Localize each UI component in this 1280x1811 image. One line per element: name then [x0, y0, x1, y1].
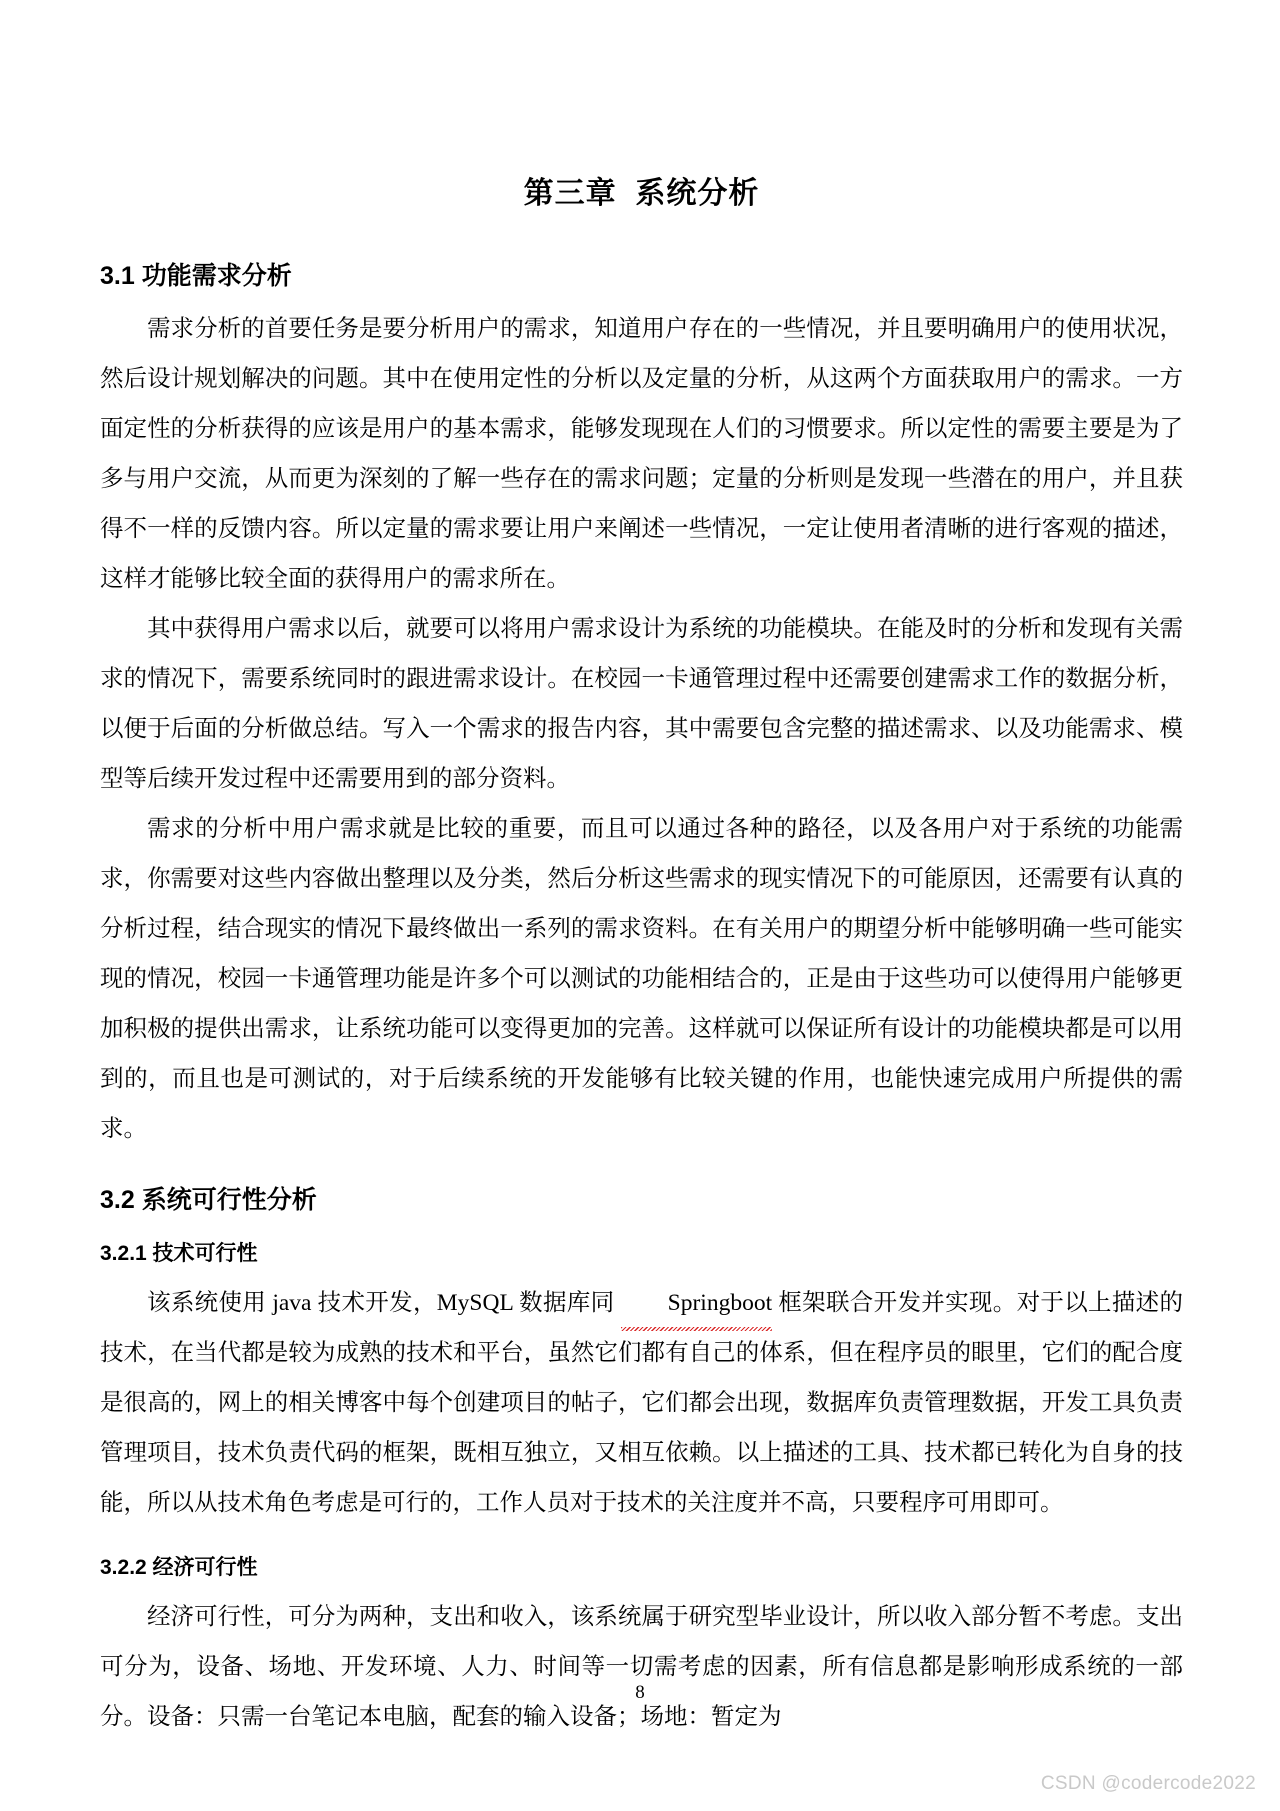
paragraph-3-2-1 [100, 1278, 1183, 1528]
misspelled-word-springboot: Springboot [621, 1278, 772, 1328]
paragraph-3-1-1: 需求分析的首要任务是要分析用户的需求，知道用户存在的一些情况，并且要明确用户的使用状况，然后设计规划解决的问题。其中在使用定性的分析以及定量的分析，从这两个方面获取用户的需求。一方面定性的分析获得的应该是用户的基本需求，能够发现现在人们的习惯要求。所以定性的需要主要是为了多与用户交流，从而更为深刻的了解一些存在的需求问题；定量的分析则是发现一些潜在的用户，并且获得不一样的反馈内容。所以定量的需求要让用户来阐述一些情况，一定让使用者清晰的进行客观的描述，这样才能够比较全面的获得用户的需求所在。 [100, 316, 1183, 592]
heading-3-1: 3.1 功能需求分析 [100, 262, 292, 290]
heading-3-2: 3.2 系统可行性分析 [100, 1186, 317, 1214]
csdn-watermark: CSDN @codercode2022 [1040, 1773, 1256, 1794]
paragraph-3-2-1-text-before: 该系统使用 java 技术开发，MySQL 数据库同 [147, 1290, 621, 1316]
paragraph-3-1-2: 其中获得用户需求以后，就要可以将用户需求设计为系统的功能模块。在能及时的分析和发现有关需求的情况下，需要系统同时的跟进需求设计。在校园一卡通管理过程中还需要创建需求工作的数据分析，以便于后面的分析做总结。写入一个需求的报告内容，其中需要包含完整的描述需求、以及功能需求、模型等后续开发过程中还需要用到的部分资料。 [100, 616, 1183, 792]
heading-3-2-1: 3.2.1 技术可行性 [100, 1242, 258, 1265]
page-number: 8 [635, 1682, 645, 1703]
heading-3-2-2: 3.2.2 经济可行性 [100, 1556, 258, 1579]
paragraph-3-1-3: 需求的分析中用户需求就是比较的重要，而且可以通过各种的路径，以及各用户对于系统的功能需求，你需要对这些内容做出整理以及分类，然后分析这些需求的现实情况下的可能原因，还需要有认真的分析过程，结合现实的情况下最终做出一系列的需求资料。在有关用户的期望分析中能够明确一些可能实现的情况，校园一卡通管理功能是许多个可以测试的功能相结合的，正是由于这些功可以使得用户能够更加积极的提供出需求，让系统功能可以变得更加的完善。这样就可以保证所有设计的功能模块都是可以用到的，而且也是可测试的，对于后续系统的开发能够有比较关键的作用，也能快速完成用户所提供的需求。 [100, 816, 1183, 1142]
paragraph-3-2-2: 经济可行性，可分为两种，支出和收入，该系统属于研究型毕业设计，所以收入部分暂不考虑。支出可分为，设备、场地、开发环境、人力、时间等一切需考虑的因素，所有信息都是影响形成系统的一部分。设备：只需一台笔记本电脑，配套的输入设备；场地：暂定为 [100, 1604, 1183, 1730]
paragraph-3-2-1-text-after: 框架联合开发并实现。对于以上描述的技术，在当代都是较为成熟的技术和平台，虽然它们都有自己的体系，但在程序员的眼里，它们的配合度是很高的，网上的相关博客中每个创建项目的帖子，它们都会出现，数据库负责管理数据，开发工具负责管理项目，技术负责代码的框架，既相互独立，又相互依赖。以上描述的工具、技术都已转化为自身的技能，所以从技术角色考虑是可行的，工作人员对于技术的关注度并不高，只要程序可用即可。 [100, 1290, 1184, 1516]
page-content [100, 0, 1183, 1742]
page-title: 第三章 系统分析 [523, 177, 760, 210]
